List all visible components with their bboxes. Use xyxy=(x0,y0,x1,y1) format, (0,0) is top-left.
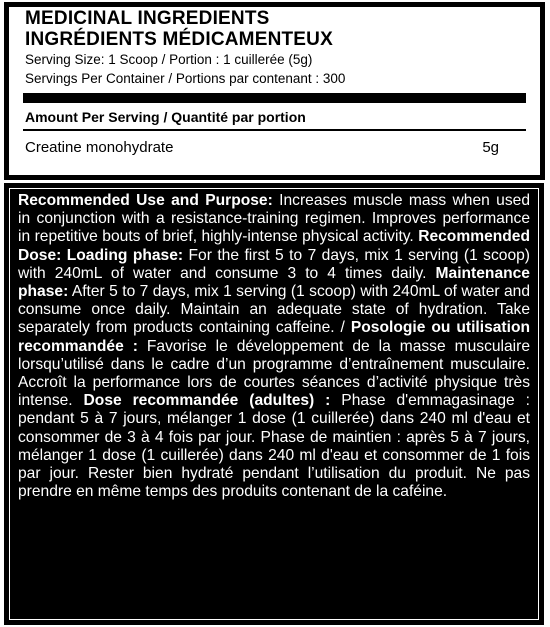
text-maintenance-phase: After 5 to 7 days, mix 1 serving (1 scoop) with 240mL of water and consume once daily. Maintain an adequate state of hydration. Take separately from products containing caffeine. / xyxy=(18,283,530,337)
title-french: INGRÉDIENTS MÉDICAMENTEUX xyxy=(25,29,333,50)
heading-recommended-use: Recommended Use and Purpose: xyxy=(18,192,273,209)
ingredient-row xyxy=(25,138,526,158)
medicinal-ingredients-panel xyxy=(4,2,545,180)
heading-posologie: Posologie ou utilisation recommandée : xyxy=(18,319,530,355)
text-loading-phase: For the first 5 to 7 days, mix 1 serving (1 scoop) with 240mL of water and consume 3 to 4 times daily. xyxy=(18,246,530,282)
text-recommended-use: Increases muscle mass when used in conjunction with a resistance-training regimen. Improves performance in repetitive bouts of brief, highly-intense physical activity. xyxy=(18,192,530,246)
directions-text xyxy=(18,192,530,501)
thin-divider xyxy=(23,129,526,131)
serving-size: Serving Size: 1 Scoop / Portion : 1 cuillerée (5g) xyxy=(25,52,313,67)
title-english: MEDICINAL INGREDIENTS xyxy=(25,8,270,29)
directions-panel xyxy=(4,183,544,625)
thick-divider xyxy=(23,93,526,103)
amount-per-serving-header: Amount Per Serving / Quantité par portion xyxy=(25,109,306,125)
heading-maintenance-phase: Maintenance phase: xyxy=(18,264,530,301)
servings-per-container: Servings Per Container / Portions par contenant : 300 xyxy=(25,71,346,86)
text-dose-recommandee: Phase d'emmagasinage : pendant 5 à 7 jours, mélanger 1 dose (1 cuillerée) dans 240 ml d'eau et consommer de 3 à 4 fois par jour. Phase de maintien : après 5 à 7 jours, mélanger 1 dose (1 cuillerée) dans 240 ml d'eau et consommer de 1 fois par jour. Rester bien hydraté pendant l’utilisation du produit. Ne pas prendre en même temps des produits contenant de la caféine. xyxy=(18,392,530,501)
heading-dose-recommandee: Dose recommandée (adultes) : xyxy=(83,392,331,410)
ingredient-amount: 5g xyxy=(482,139,499,156)
heading-recommended-dose: Recommended Dose: Loading phase: xyxy=(18,228,530,264)
text-posologie: Favorise le développement de la masse musculaire lorsqu’utilisé dans le cadre d’un programme d’entraînement musculaire. Accroît la performance lors de courtes séances d’activité physique très intense. xyxy=(18,337,531,410)
ingredient-name: Creatine monohydrate xyxy=(25,139,174,156)
